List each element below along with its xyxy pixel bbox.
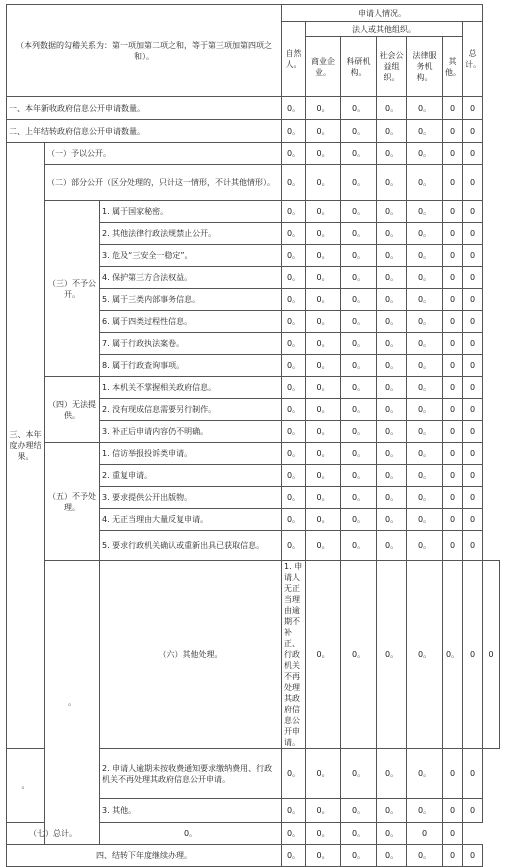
cell-value: 0: [443, 165, 463, 201]
cell-value: 0。: [282, 377, 306, 399]
item-law-prohibited: 2. 其他法律行政法规禁止公开。: [100, 223, 282, 245]
group-unable-provide: （四）无法提供。: [45, 377, 100, 443]
cell-value: 0。: [341, 799, 377, 823]
group-other-handling: （六）其他处理。: [100, 561, 282, 749]
cell-value: 0。: [341, 531, 377, 561]
cell-value: 0。: [341, 120, 377, 143]
cell-value: 0: [463, 399, 483, 421]
header-applicant: 申请人情况。: [282, 5, 483, 22]
cell-value: 0。: [443, 561, 463, 749]
cell-value: 0。: [282, 267, 306, 289]
cell-value: 0。: [306, 97, 341, 120]
cell-value: 0。: [306, 333, 341, 355]
cell-value: 0: [463, 201, 483, 223]
cell-value: 0: [463, 333, 483, 355]
cell-value: 0: [443, 289, 463, 311]
item-fee-overdue: 2. 申请人逾期未按收费通知要求缴纳费用、行政机关不再处理其政府信息公开申请。: [100, 749, 282, 799]
cell-value: 0。: [341, 333, 377, 355]
section-blank-label: 。: [45, 561, 100, 845]
cell-value: 0。: [377, 289, 407, 311]
cell-value: 0。: [377, 120, 407, 143]
cell-value: 0: [463, 355, 483, 377]
cell-value: 0。: [407, 377, 443, 399]
cell-value: 0。: [341, 561, 377, 749]
cell-value: 0。: [306, 487, 341, 509]
cell-value: 0。: [377, 487, 407, 509]
cell-value: 0。: [282, 399, 306, 421]
cell-value: 0。: [407, 333, 443, 355]
cell-value: 0。: [377, 465, 407, 487]
cell-value: 0: [463, 799, 483, 823]
cell-value: 0。: [341, 311, 377, 333]
cell-value: 0: [443, 531, 463, 561]
cell-value: 0。: [341, 355, 377, 377]
header-note: （本列数据的勾稽关系为：第一项加第二项之和，等于第三项加第四项之和）。: [7, 5, 282, 97]
cell-value: 0。: [377, 799, 407, 823]
cell-value: 0。: [407, 399, 443, 421]
cell-value: 0。: [306, 143, 341, 165]
cell-value: 0: [463, 311, 483, 333]
item-mass-repeat: 4. 无正当理由大量反复申请。: [100, 509, 282, 531]
cell-value: 0。: [377, 311, 407, 333]
cell-value: 0。: [306, 201, 341, 223]
cell-value: 0。: [377, 143, 407, 165]
item-not-held: 1. 本机关不掌握相关政府信息。: [100, 377, 282, 399]
cell-value: 0。: [377, 845, 407, 867]
section-results-label: 三、本年度办理结果。: [7, 143, 45, 749]
cell-value: 0。: [306, 531, 341, 561]
cell-value: 0。: [282, 311, 306, 333]
cell-value: 0。: [306, 377, 341, 399]
cell-value: 0: [463, 465, 483, 487]
group-not-processed: （五）不予处理。: [45, 443, 100, 561]
cell-value: 0。: [282, 823, 306, 845]
cell-value: 0。: [282, 531, 306, 561]
cell-value: 0。: [407, 355, 443, 377]
cell-value: 0。: [407, 465, 443, 487]
cell-value: 0: [463, 245, 483, 267]
cell-value: 0: [443, 143, 463, 165]
cell-value: 0: [443, 267, 463, 289]
cell-value: 0。: [282, 845, 306, 867]
header-other: 其他。: [443, 37, 463, 97]
cell-value: 0。: [407, 120, 443, 143]
cell-value: 0。: [377, 443, 407, 465]
cell-value: 0。: [282, 120, 306, 143]
cell-value: 0。: [306, 245, 341, 267]
cell-value: 0: [463, 289, 483, 311]
cell-value: 0。: [282, 165, 306, 201]
cell-value: 0: [407, 823, 443, 845]
cell-value: 0。: [407, 443, 443, 465]
cell-value: 0。: [377, 267, 407, 289]
cell-value: 0。: [341, 823, 377, 845]
cell-value: 0。: [377, 421, 407, 443]
item-publications: 3. 要求提供公开出版物。: [100, 487, 282, 509]
header-social: 社会公益组织。: [377, 37, 407, 97]
cell-value: 0: [443, 333, 463, 355]
header-legal-group: 法人或其他组织。: [306, 22, 463, 37]
header-commercial: 商业企业。: [306, 37, 341, 97]
cell-value: 0: [443, 311, 463, 333]
item-repeat-request: 2. 重复申请。: [100, 465, 282, 487]
cell-value: 0。: [341, 201, 377, 223]
cell-value: 0。: [282, 201, 306, 223]
cell-value: 0。: [341, 97, 377, 120]
group-disclosed: （一）予以公开。: [45, 143, 282, 165]
cell-value: 0。: [377, 245, 407, 267]
cell-value: 0: [443, 399, 463, 421]
cell-value: 0: [463, 97, 483, 120]
cell-value: 0。: [407, 143, 443, 165]
cell-value: 0。: [407, 201, 443, 223]
item-state-secret: 1. 属于国家秘密。: [100, 201, 282, 223]
cell-value: 0: [463, 120, 483, 143]
cell-value: 0。: [306, 509, 341, 531]
cell-value: 0。: [282, 443, 306, 465]
cell-value: 0。: [377, 531, 407, 561]
cell-value: 0。: [100, 823, 282, 845]
item-process-info: 6. 属于四类过程性信息。: [100, 311, 282, 333]
group-partial: （二）部分公开（区分处理的，只计这一情形，不计其他情形）。: [45, 165, 282, 201]
cell-value: 0: [443, 421, 463, 443]
cell-value: 0。: [306, 289, 341, 311]
cell-value: 0: [463, 531, 483, 561]
cell-value: 0。: [306, 443, 341, 465]
cell-value: 0: [463, 749, 483, 799]
cell-value: 0: [443, 487, 463, 509]
cell-value: 0。: [341, 749, 377, 799]
cell-value: 0。: [282, 487, 306, 509]
cell-value: 0。: [407, 421, 443, 443]
item-other: 3. 其他。: [100, 799, 282, 823]
cell-value: 0。: [341, 245, 377, 267]
cell-value: 0。: [407, 509, 443, 531]
cell-value: 0。: [341, 143, 377, 165]
header-research: 科研机构。: [341, 37, 377, 97]
cell-value: 0。: [407, 223, 443, 245]
cell-value: 0。: [407, 487, 443, 509]
cell-value: 0: [463, 143, 483, 165]
cell-value: 0。: [377, 561, 407, 749]
cell-value: 0。: [282, 799, 306, 823]
cell-value: 0。: [407, 165, 443, 201]
cell-value: 0。: [282, 509, 306, 531]
item-still-unclear: 3. 补正后申请内容仍不明确。: [100, 421, 282, 443]
cell-value: 0。: [341, 165, 377, 201]
cell-value: 0: [443, 823, 463, 845]
cell-value: 0: [443, 377, 463, 399]
cell-value: 0: [443, 355, 463, 377]
cell-value: 0: [463, 421, 483, 443]
cell-value: 0。: [282, 749, 306, 799]
cell-value: 0: [463, 845, 483, 867]
cell-value: 0: [463, 223, 483, 245]
item-three-safety: 3. 危及“三安全一稳定”。: [100, 245, 282, 267]
cell-value: 0。: [306, 355, 341, 377]
cell-value: 0。: [407, 97, 443, 120]
cell-value: 0: [463, 267, 483, 289]
cell-value: 0: [443, 799, 463, 823]
cell-value: 0。: [341, 289, 377, 311]
cell-value: 0。: [282, 421, 306, 443]
cell-value: 0。: [306, 267, 341, 289]
cell-value: 0。: [306, 311, 341, 333]
cell-value: 0。: [341, 223, 377, 245]
cell-value: 0: [463, 377, 483, 399]
cell-value: 0。: [341, 421, 377, 443]
cell-value: 0。: [306, 223, 341, 245]
cell-value: 0。: [377, 377, 407, 399]
cell-value: 0。: [282, 97, 306, 120]
cell-value: 0。: [341, 443, 377, 465]
cell-value: 0: [463, 165, 483, 201]
cell-value: 0: [443, 465, 463, 487]
item-no-correction: 1. 申请人无正当理由逾期不补正、行政机关不再处理其政府信息公开申请。: [282, 561, 306, 749]
group-not-disclosed: （三）不予公开。: [45, 201, 100, 377]
item-admin-inquiry: 8. 属于行政查询事项。: [100, 355, 282, 377]
row-new-requests: 一、本年新收政府信息公开申请数量。: [7, 97, 282, 120]
cell-value: 0。: [377, 355, 407, 377]
cell-value: 0。: [377, 823, 407, 845]
header-legal-service: 法律服务机构。: [407, 37, 443, 97]
row-carry-forward: 四、结转下年度继续办理。: [7, 845, 282, 867]
cell-value: 0: [483, 561, 500, 749]
cell-value: 0: [443, 443, 463, 465]
cell-value: 0: [443, 245, 463, 267]
group-other-blank: 。: [7, 749, 45, 823]
item-internal-affairs: 5. 属于三类内部事务信息。: [100, 289, 282, 311]
cell-value: 0。: [407, 311, 443, 333]
item-needs-creation: 2. 没有现成信息需要另行制作。: [100, 399, 282, 421]
item-enforcement-files: 7. 属于行政执法案卷。: [100, 333, 282, 355]
cell-value: 0。: [377, 399, 407, 421]
cell-value: 0。: [377, 165, 407, 201]
item-petition-complaint: 1. 信访举报投诉类申请。: [100, 443, 282, 465]
cell-value: 0。: [341, 377, 377, 399]
cell-value: 0。: [407, 561, 443, 749]
cell-value: 0: [463, 487, 483, 509]
cell-value: 0。: [341, 267, 377, 289]
cell-value: 0。: [306, 845, 341, 867]
group-total: （七）总计。: [7, 823, 100, 845]
cell-value: 0。: [282, 289, 306, 311]
cell-value: 0。: [377, 509, 407, 531]
cell-value: 0。: [377, 223, 407, 245]
gov-info-disclosure-table: [6, 4, 500, 867]
cell-value: 0。: [341, 487, 377, 509]
cell-value: 0。: [282, 465, 306, 487]
cell-value: 0。: [282, 143, 306, 165]
cell-value: 0。: [341, 399, 377, 421]
cell-value: 0。: [377, 97, 407, 120]
cell-value: 0。: [407, 289, 443, 311]
cell-value: 0: [443, 201, 463, 223]
cell-value: 0。: [282, 245, 306, 267]
cell-value: 0。: [407, 749, 443, 799]
row-carried-requests: 二、上年结转政府信息公开申请数量。: [7, 120, 282, 143]
cell-value: 0。: [306, 399, 341, 421]
cell-value: 0。: [306, 465, 341, 487]
cell-value: 0: [463, 443, 483, 465]
cell-value: 0: [443, 845, 463, 867]
cell-value: 0。: [407, 267, 443, 289]
item-third-party: 4. 保护第三方合法权益。: [100, 267, 282, 289]
cell-value: 0: [463, 561, 483, 749]
cell-value: 0。: [282, 223, 306, 245]
header-total: 总计。: [463, 22, 483, 97]
cell-value: 0。: [407, 845, 443, 867]
cell-value: 0。: [341, 845, 377, 867]
cell-value: 0。: [306, 421, 341, 443]
cell-value: 0: [443, 223, 463, 245]
cell-value: 0。: [306, 749, 341, 799]
cell-value: 0。: [306, 823, 341, 845]
cell-value: 0。: [377, 749, 407, 799]
item-reconfirm: 5. 要求行政机关确认或重新出具已获取信息。: [100, 531, 282, 561]
cell-value: 0。: [306, 799, 341, 823]
cell-value: 0。: [407, 245, 443, 267]
cell-value: 0。: [341, 509, 377, 531]
cell-value: 0。: [282, 333, 306, 355]
cell-value: 0。: [377, 333, 407, 355]
cell-value: 0。: [407, 531, 443, 561]
cell-value: 0。: [306, 165, 341, 201]
cell-value: 0。: [306, 561, 341, 749]
cell-value: 0。: [407, 799, 443, 823]
cell-value: 0: [463, 509, 483, 531]
cell-value: 0。: [282, 355, 306, 377]
cell-value: 0: [443, 749, 463, 799]
header-natural-person: 自然人。: [282, 22, 306, 97]
cell-value: 0: [443, 120, 463, 143]
cell-value: 0。: [306, 120, 341, 143]
cell-value: 0。: [377, 201, 407, 223]
cell-value: 0: [443, 509, 463, 531]
cell-value: 0。: [341, 465, 377, 487]
cell-value: 0: [443, 97, 463, 120]
